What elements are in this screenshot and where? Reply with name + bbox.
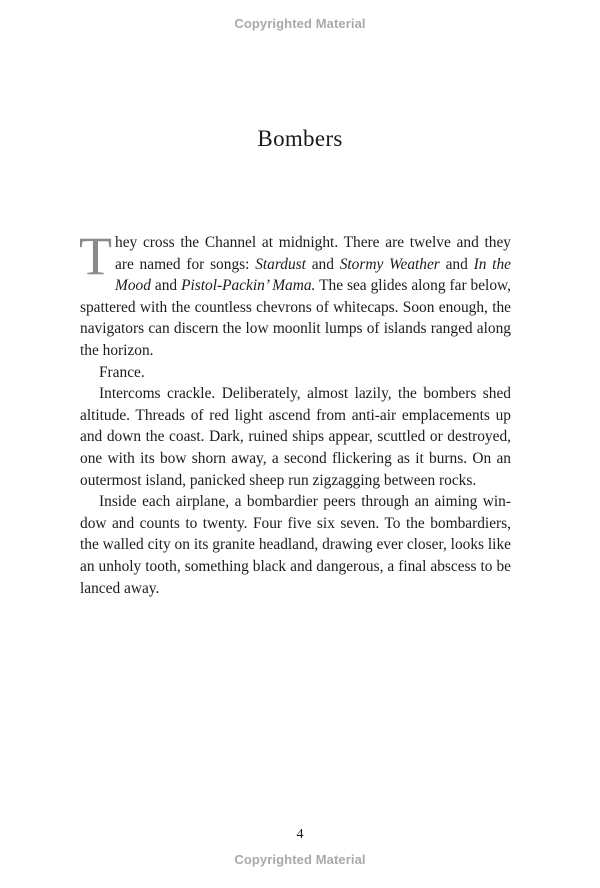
text-span: The sea glides along far below, spattered with the countless chevrons of whitecaps. Soon enough, the navigators can discern the low moonlit lumps of islands ranged along the horizon. bbox=[80, 277, 511, 359]
paragraph-3: Intercoms crackle. Deliberately, almost lazily, the bombers shed altitude. Threads of red light ascend from anti-air emplacements up and down the coast. Dark, ruined ships appear, scuttled or destroyed, one with its bow shorn away, a second flickering as it burns. On an outermost island, panicked sheep run zigzagging between rocks. bbox=[80, 385, 511, 489]
song-title-stormy-weather: Stormy Weather bbox=[339, 255, 440, 273]
text-span: and bbox=[439, 255, 474, 273]
body-text bbox=[79, 226, 511, 599]
text-span: hey cross the Channel at midnight. There are twelve and they are named for songs: bbox=[115, 234, 511, 273]
paragraph-2: France. bbox=[99, 363, 145, 381]
page-number: 4 bbox=[296, 827, 304, 842]
song-title-stardust: Stardust bbox=[255, 255, 306, 273]
text-span: and bbox=[150, 277, 182, 295]
song-title-pistol-packin-mama: Pistol-Packin’ Mama. bbox=[181, 277, 316, 295]
chapter-title: Bombers bbox=[257, 126, 343, 151]
paragraph-4: Inside each airplane, a bombardier peers through an aiming window and counts to twenty. Four five six seven. To the bombardiers, the walled city on its granite headland, drawing ever closer, looks like an unholy tooth, something black and dangerous, a final abscess to be lanced away. bbox=[80, 493, 511, 597]
drop-cap: T bbox=[79, 226, 112, 286]
paragraph-1 bbox=[79, 226, 511, 362]
copyright-watermark-bottom: Copyrighted Material bbox=[234, 852, 366, 867]
text-span: and bbox=[305, 255, 340, 273]
song-title-in-the-mood: In the Mood bbox=[115, 255, 511, 295]
copyright-watermark-top: Copyrighted Material bbox=[234, 16, 366, 31]
